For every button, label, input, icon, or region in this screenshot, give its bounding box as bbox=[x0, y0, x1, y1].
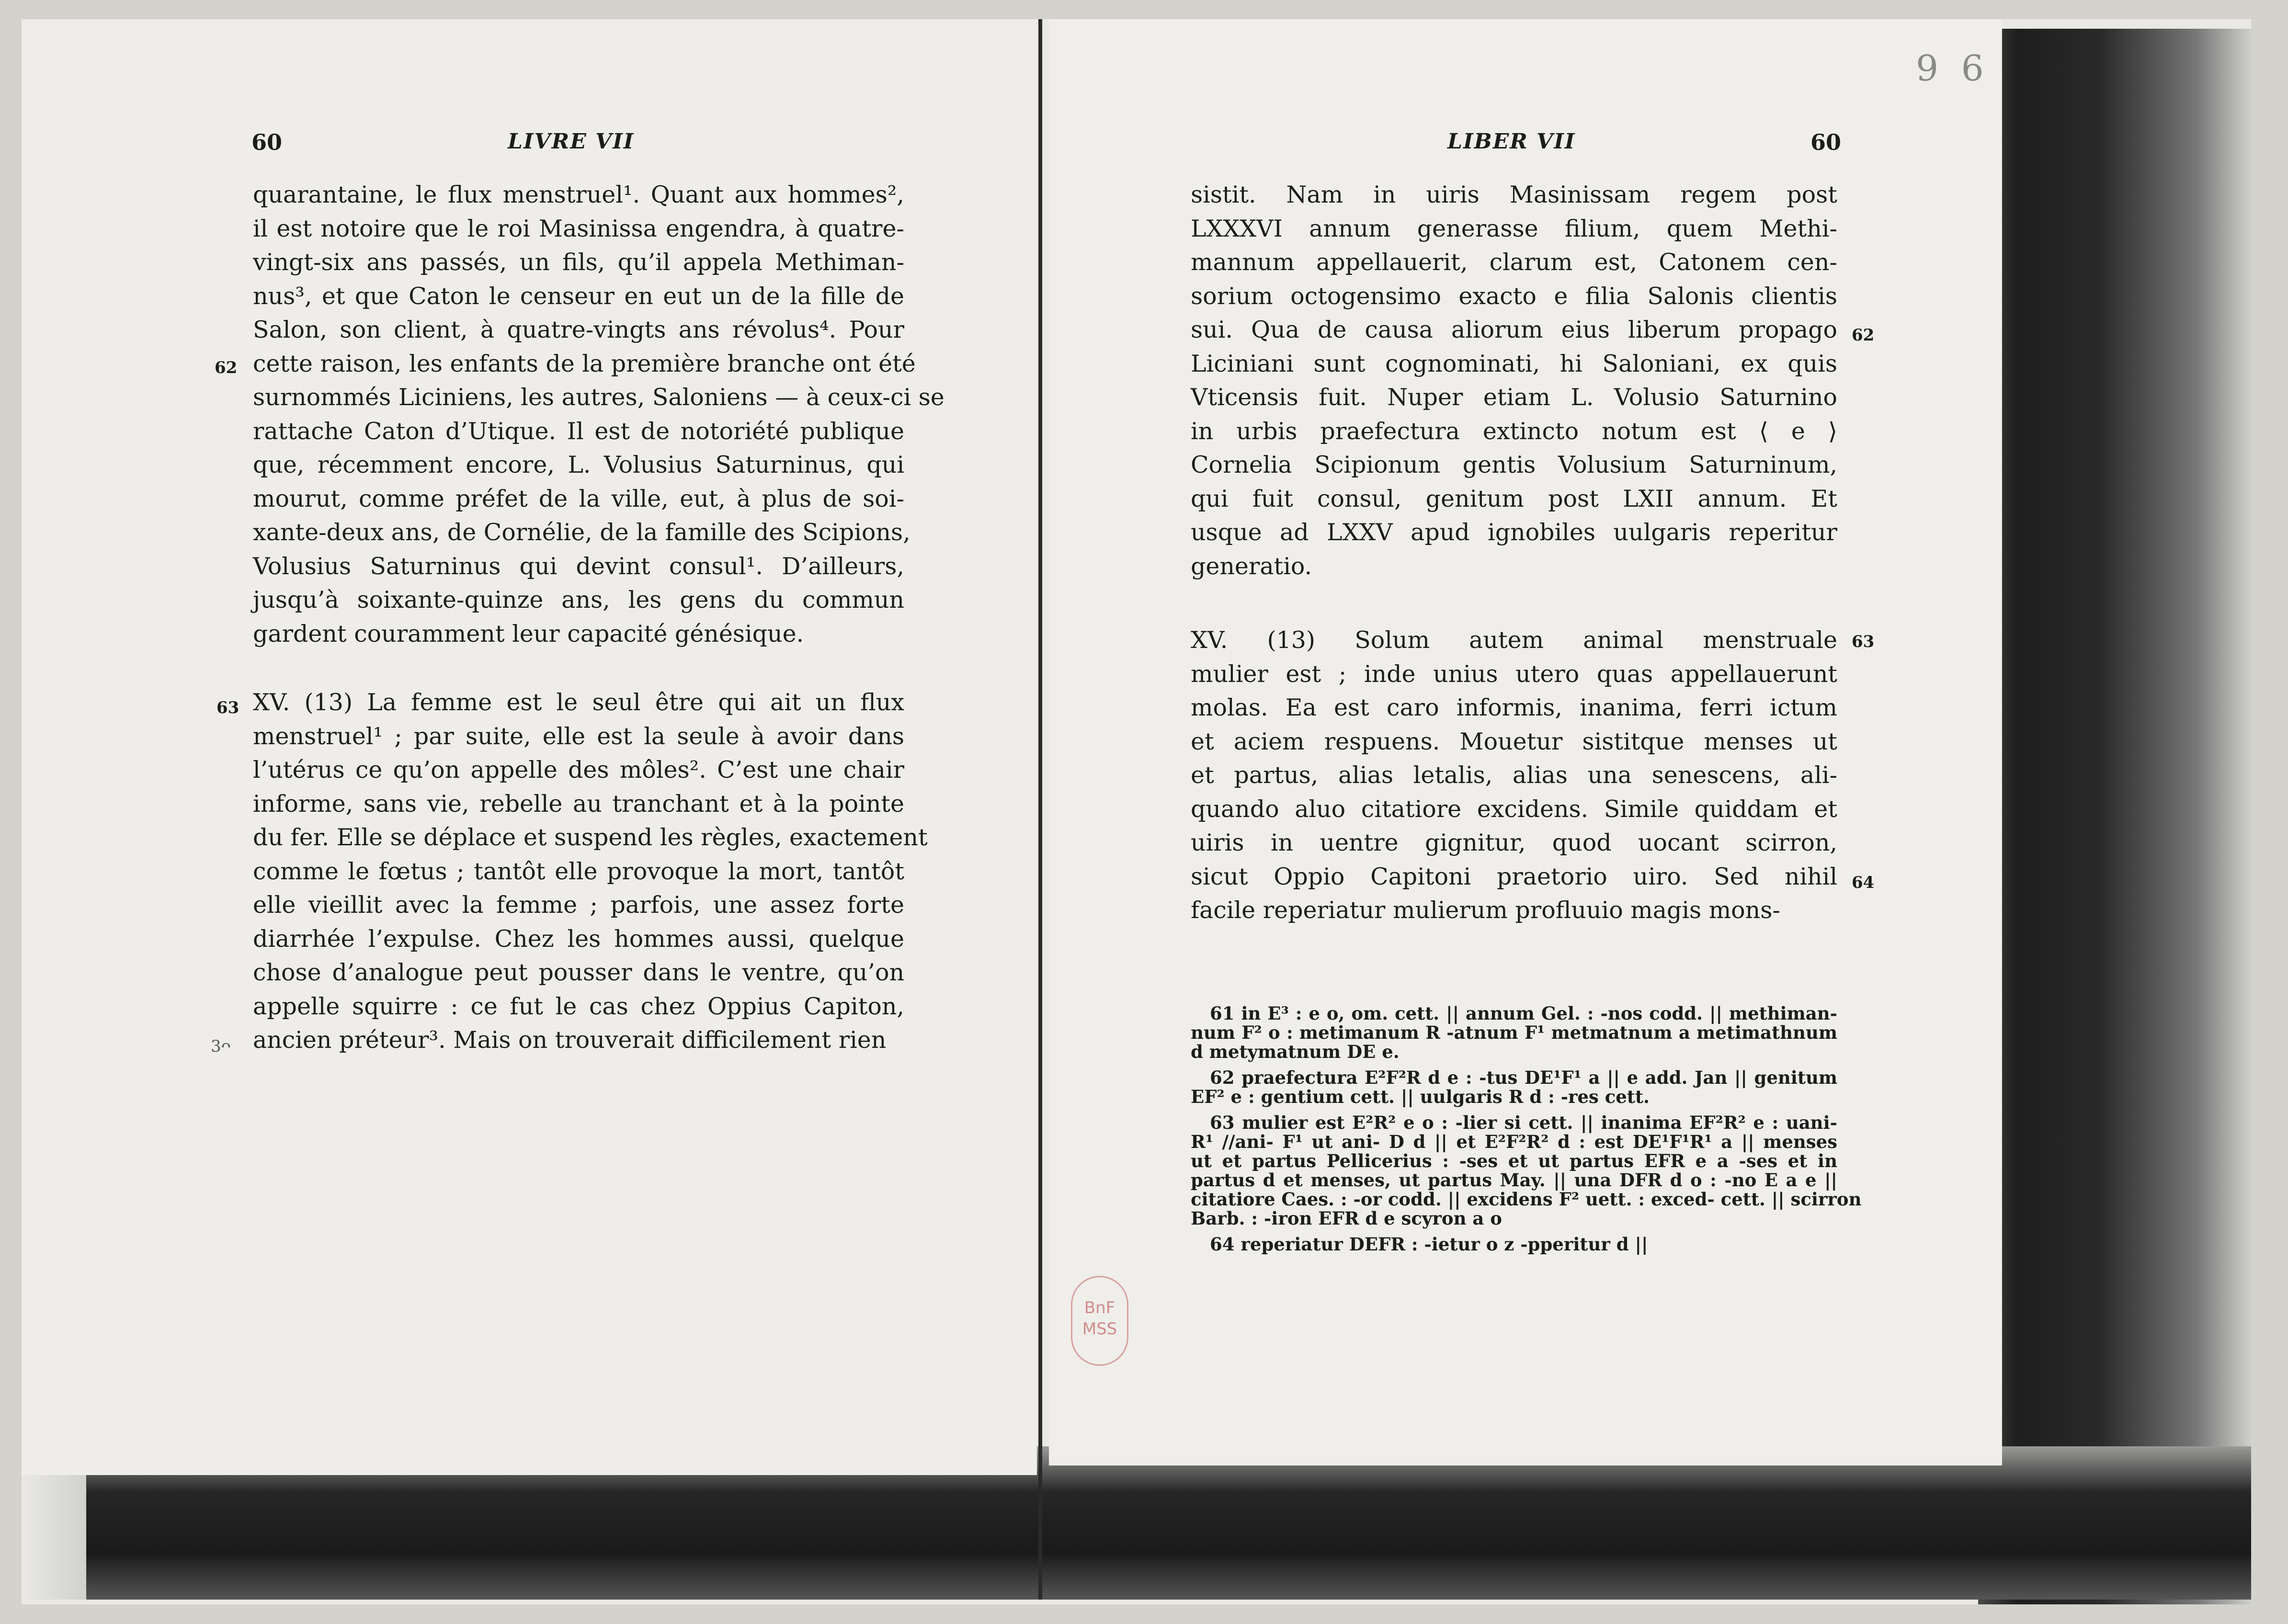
right-text-section-2 bbox=[1191, 624, 1837, 928]
text-line: surnommés Liciniens, les autres, Saloniens — à ceux-ci se bbox=[253, 384, 945, 411]
text-line: Salon, son client, à quatre-vingts ans révolus⁴. Pour bbox=[253, 316, 904, 343]
right-page-number: 60 bbox=[1810, 129, 1842, 155]
apparatus-line: 64 reperiatur DEFR : -ietur o z -pperitur d || bbox=[1210, 1234, 1648, 1255]
apparatus-line: partus d et menses, ut partus May. || una DFR d o : -no E a e || bbox=[1191, 1170, 1837, 1191]
text-line: du fer. Elle se déplace et suspend les règles, exactement bbox=[253, 824, 928, 851]
text-line: jusqu’à soixante-quinze ans, les gens du commun bbox=[253, 586, 904, 613]
text-line: rattache Caton d’Utique. Il est de notoriété publique bbox=[253, 417, 904, 445]
left-margin-62: 62 bbox=[215, 358, 238, 377]
critical-apparatus bbox=[1191, 1003, 1862, 1261]
text-line: nus³, et que Caton le censeur en eut un de la fille de bbox=[253, 282, 904, 310]
apparatus-line: num F² o : metimanum R -atnum F¹ metmatnum a metimathnum bbox=[1191, 1022, 1837, 1043]
text-line: mannum appellauerit, clarum est, Catonem cen- bbox=[1191, 249, 1837, 276]
apparatus-note bbox=[1191, 1235, 1837, 1254]
text-line: quando aluo citatiore excidens. Simile quiddam et bbox=[1191, 795, 1837, 823]
apparatus-note bbox=[1191, 1004, 1837, 1061]
text-line: qui fuit consul, genitum post LXII annum. Et bbox=[1191, 485, 1837, 512]
right-margin-64: 64 bbox=[1852, 873, 1875, 892]
apparatus-line: ut et partus Pellicerius : -ses et ut partus EFR e a -ses et in bbox=[1191, 1150, 1837, 1171]
text-line: XV. (13) Solum autem animal menstruale bbox=[1191, 626, 1837, 654]
left-margin-63: 63 bbox=[216, 698, 239, 717]
left-running-title: LIVRE VII bbox=[508, 129, 635, 154]
apparatus-line: 62 praefectura E²F²R d e : -tus DE¹F¹ a || e add. Jan || genitum bbox=[1210, 1067, 1837, 1088]
text-line: molas. Ea est caro informis, inanima, ferri ictum bbox=[1191, 694, 1837, 721]
text-line: Vticensis fuit. Nuper etiam L. Volusio Saturnino bbox=[1191, 384, 1837, 411]
apparatus-line: EF² e : gentium cett. || uulgaris R d : -res cett. bbox=[1191, 1086, 1650, 1107]
right-margin-63: 63 bbox=[1852, 632, 1875, 651]
text-line: xante-deux ans, de Cornélie, de la famille des Scipions, bbox=[253, 519, 911, 546]
left-text-section-2 bbox=[253, 686, 928, 1057]
text-line: mulier est ; inde unius utero quas appellauerunt bbox=[1191, 660, 1837, 688]
text-line: chose d’analogue peut pousser dans le ventre, qu’on bbox=[253, 959, 904, 986]
text-line: Liciniani sunt cognominati, hi Saloniani, ex quis bbox=[1191, 350, 1837, 377]
text-line: mourut, comme préfet de la ville, eut, à plus de soi- bbox=[253, 485, 904, 512]
apparatus-line: R¹ //ani- F¹ ut ani- D d || et E²F²R² d : est DE¹F¹R¹ a || menses bbox=[1191, 1131, 1837, 1152]
text-line: XV. (13) La femme est le seul être qui ait un flux bbox=[253, 689, 904, 716]
text-line: facile reperiatur mulierum profluuio magis mons- bbox=[1191, 897, 1780, 924]
text-line: ancien préteur³. Mais on trouverait difficilement rien bbox=[253, 1026, 887, 1054]
text-line: il est notoire que le roi Masinissa engendra, à quatre- bbox=[253, 215, 904, 242]
book-gutter bbox=[1038, 19, 1042, 1600]
text-line: menstruel¹ ; par suite, elle est la seule à avoir dans bbox=[253, 722, 904, 750]
text-line: usque ad LXXV apud ignobiles uulgaris reperitur bbox=[1191, 519, 1837, 546]
text-line: et partus, alias letalis, alias una senescens, ali- bbox=[1191, 761, 1837, 789]
text-line: Volusius Saturninus qui devint consul¹. D’ailleurs, bbox=[253, 552, 904, 580]
apparatus-line: citatiore Caes. : -or codd. || excidens F² uett. : exced- cett. || scirron bbox=[1191, 1189, 1862, 1210]
text-line: et aciem respuens. Mouetur sistitque menses ut bbox=[1191, 727, 1837, 755]
apparatus-line: 61 in E³ : e o, om. cett. || annum Gel. : -nos codd. || methiman- bbox=[1210, 1003, 1837, 1024]
left-text-section-1 bbox=[253, 178, 945, 651]
apparatus-line: Barb. : -iron EFR d e scyron a o bbox=[1191, 1208, 1502, 1229]
text-line: appelle squirre : ce fut le cas chez Oppius Capiton, bbox=[253, 992, 904, 1020]
shelfmark: 9 6 bbox=[1916, 48, 1990, 89]
stamp-line-2: MSS bbox=[1082, 1319, 1117, 1339]
apparatus-note bbox=[1191, 1112, 1862, 1229]
text-line: comme le fœtus ; tantôt elle provoque la mort, tantôt bbox=[253, 857, 904, 885]
text-line: gardent couramment leur capacité génésique. bbox=[253, 620, 804, 647]
right-running-title: LIBER VII bbox=[1447, 129, 1576, 154]
text-line: generatio. bbox=[1191, 552, 1312, 580]
left-margin-64: 3ᴖ bbox=[211, 1037, 231, 1056]
text-line: in urbis praefectura extincto notum est ⟨ e ⟩ bbox=[1191, 417, 1837, 445]
text-line: LXXXVI annum generasse filium, quem Methi- bbox=[1191, 215, 1837, 242]
text-line: cette raison, les enfants de la première branche ont été bbox=[253, 350, 916, 377]
left-page-number: 60 bbox=[251, 129, 283, 155]
text-line: vingt-six ans passés, un fils, qu’il appela Methiman- bbox=[253, 249, 904, 276]
right-text-section-1 bbox=[1191, 178, 1837, 583]
apparatus-line: d metymatnum DE e. bbox=[1191, 1041, 1400, 1062]
text-line: sui. Qua de causa aliorum eius liberum propago bbox=[1191, 316, 1837, 343]
text-line: sorium octogensimo exacto e filia Salonis clientis bbox=[1191, 282, 1837, 310]
text-line: quarantaine, le flux menstruel¹. Quant aux hommes², bbox=[253, 181, 904, 208]
text-line: diarrhée l’expulse. Chez les hommes aussi, quelque bbox=[253, 925, 904, 953]
text-line: sistit. Nam in uiris Masinissam regem post bbox=[1191, 181, 1837, 208]
library-stamp bbox=[1071, 1276, 1128, 1366]
right-margin-62: 62 bbox=[1852, 326, 1875, 345]
text-line: que, récemment encore, L. Volusius Saturninus, qui bbox=[253, 451, 904, 478]
photocopy-shadow-right bbox=[1978, 29, 2251, 1604]
text-line: informe, sans vie, rebelle au tranchant et à la pointe bbox=[253, 790, 904, 818]
text-line: elle vieillit avec la femme ; parfois, une assez forte bbox=[253, 891, 904, 919]
stamp-line-1: BnF bbox=[1084, 1298, 1116, 1317]
text-line: sicut Oppio Capitoni praetorio uiro. Sed nihil bbox=[1191, 863, 1837, 890]
text-line: uiris in uentre gignitur, quod uocant scirron, bbox=[1191, 829, 1837, 856]
apparatus-note bbox=[1191, 1068, 1837, 1106]
text-line: Cornelia Scipionum gentis Volusium Saturninum, bbox=[1191, 451, 1837, 478]
apparatus-line: 63 mulier est E²R² e o : -lier si cett. || inanima EF²R² e : uani- bbox=[1210, 1112, 1837, 1133]
text-line: l’utérus ce qu’on appelle des môles². C’est une chair bbox=[253, 756, 904, 784]
